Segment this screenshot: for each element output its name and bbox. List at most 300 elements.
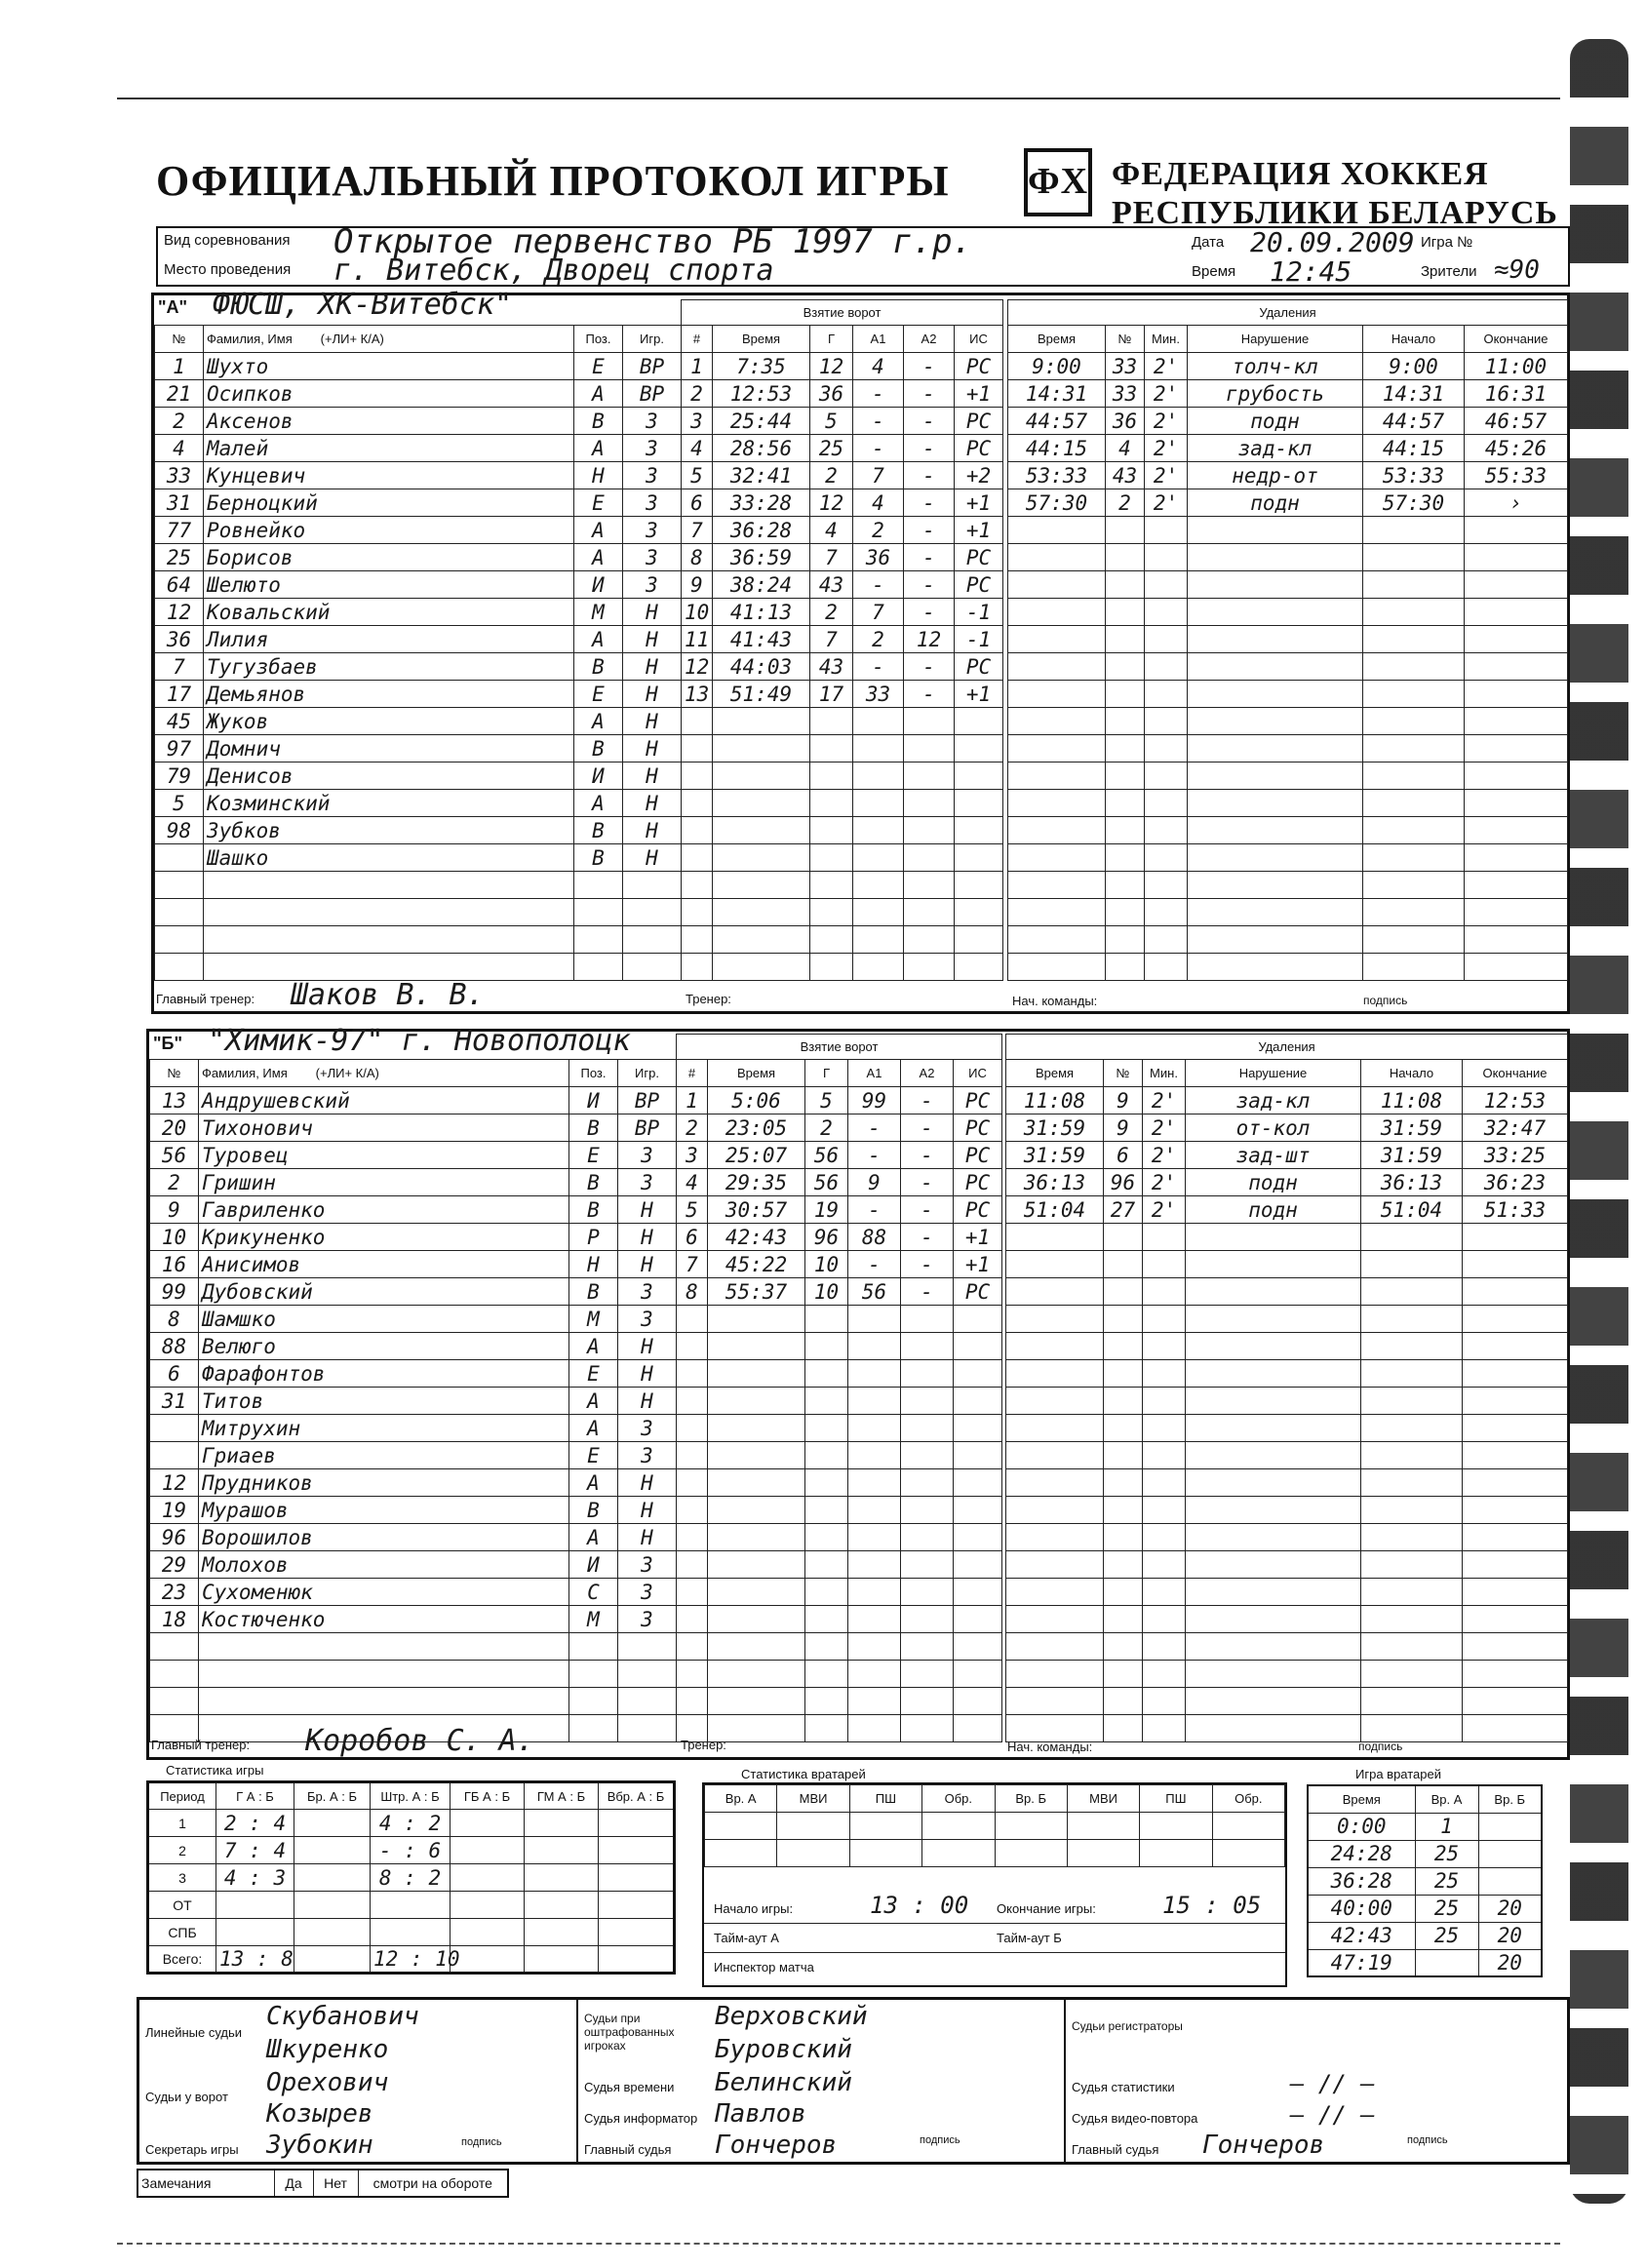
goalie-game-cell[interactable] xyxy=(1478,1813,1542,1840)
goal-num[interactable]: 1 xyxy=(682,353,713,380)
game-stat-cell[interactable] xyxy=(599,1946,675,1974)
goal-assist1[interactable]: 7 xyxy=(853,462,904,489)
player-number[interactable] xyxy=(155,926,204,954)
goal-num[interactable] xyxy=(682,844,713,872)
penalty-violation[interactable] xyxy=(1188,790,1363,817)
goal-assist2[interactable]: - xyxy=(904,653,955,681)
penalty-end[interactable] xyxy=(1465,763,1568,790)
goal-situation[interactable] xyxy=(954,1306,1002,1333)
goal-time[interactable] xyxy=(713,872,810,899)
penalty-minutes[interactable] xyxy=(1145,899,1188,926)
goal-situation[interactable] xyxy=(954,1633,1002,1661)
goal-assist2[interactable] xyxy=(901,1360,954,1388)
chief2-judge-value[interactable]: Гончеров xyxy=(1202,2131,1325,2160)
goal-time[interactable] xyxy=(713,708,810,735)
goal-situation[interactable]: +1 xyxy=(955,681,1003,708)
player-position[interactable]: И xyxy=(574,763,623,790)
goal-scorer[interactable] xyxy=(805,1497,848,1524)
goal-num[interactable] xyxy=(682,708,713,735)
goal-time[interactable] xyxy=(713,954,810,981)
goal-scorer[interactable]: 10 xyxy=(805,1251,848,1278)
penalty-start[interactable]: 9:00 xyxy=(1363,353,1465,380)
penalty-end[interactable] xyxy=(1465,790,1568,817)
goal-num[interactable] xyxy=(677,1333,708,1360)
goal-scorer[interactable]: 56 xyxy=(805,1169,848,1196)
goal-situation[interactable] xyxy=(954,1442,1002,1469)
player-name[interactable]: Борисов xyxy=(204,544,574,571)
player-position[interactable]: А xyxy=(574,708,623,735)
player-played[interactable]: ВР xyxy=(623,380,682,408)
penalty-player[interactable] xyxy=(1106,872,1145,899)
penalty-violation[interactable] xyxy=(1186,1606,1361,1633)
player-name[interactable]: Ворошилов xyxy=(199,1524,569,1551)
time-value[interactable]: 12:45 xyxy=(1270,255,1352,288)
goal-scorer[interactable]: 56 xyxy=(805,1142,848,1169)
goal-assist1[interactable]: 9 xyxy=(848,1169,901,1196)
game-start-value[interactable]: 13 : 00 xyxy=(870,1892,969,1919)
goal-assist1[interactable] xyxy=(848,1524,901,1551)
penalty-minutes[interactable] xyxy=(1143,1551,1186,1579)
goal-assist2[interactable]: - xyxy=(904,599,955,626)
goal-assist1[interactable]: - xyxy=(848,1142,901,1169)
penalty-violation[interactable] xyxy=(1188,517,1363,544)
player-played[interactable]: 3 xyxy=(618,1278,677,1306)
player-name[interactable]: Крикуненко xyxy=(199,1224,569,1251)
game-stat-cell[interactable]: 13 : 8 xyxy=(216,1946,294,1974)
player-played[interactable]: Н xyxy=(618,1333,677,1360)
goal-situation[interactable] xyxy=(954,1497,1002,1524)
penalty-end[interactable] xyxy=(1463,1278,1568,1306)
penalty-minutes[interactable] xyxy=(1143,1606,1186,1633)
penalty-minutes[interactable]: 2' xyxy=(1143,1114,1186,1142)
penalty-violation[interactable] xyxy=(1188,926,1363,954)
goal-num[interactable] xyxy=(682,790,713,817)
player-position[interactable]: В xyxy=(569,1278,618,1306)
goal-situation[interactable] xyxy=(955,899,1003,926)
goal-time[interactable] xyxy=(713,790,810,817)
goalie-game-cell[interactable]: 36:28 xyxy=(1308,1867,1415,1895)
penalty-minutes[interactable] xyxy=(1143,1333,1186,1360)
penalty-time[interactable]: 57:30 xyxy=(1008,489,1106,517)
penalty-end[interactable]: 32:47 xyxy=(1463,1114,1568,1142)
player-played[interactable] xyxy=(623,899,682,926)
player-number[interactable]: 2 xyxy=(155,408,204,435)
player-number[interactable]: 79 xyxy=(155,763,204,790)
goal-time[interactable]: 12:53 xyxy=(713,380,810,408)
player-position[interactable]: А xyxy=(574,790,623,817)
goal-assist2[interactable]: - xyxy=(904,544,955,571)
goal-assist2[interactable] xyxy=(904,817,955,844)
penalty-minutes[interactable]: 2' xyxy=(1143,1087,1186,1114)
penalty-player[interactable] xyxy=(1106,681,1145,708)
penalty-end[interactable] xyxy=(1465,844,1568,872)
penalty-violation[interactable]: подн xyxy=(1186,1169,1361,1196)
goal-assist2[interactable]: - xyxy=(901,1278,954,1306)
game-stat-cell[interactable] xyxy=(371,1892,451,1919)
penalty-player[interactable] xyxy=(1106,817,1145,844)
penalty-violation[interactable]: грубость xyxy=(1188,380,1363,408)
player-played[interactable] xyxy=(618,1688,677,1715)
goal-assist1[interactable] xyxy=(848,1442,901,1469)
penalty-minutes[interactable] xyxy=(1145,571,1188,599)
goal-assist1[interactable]: - xyxy=(853,380,904,408)
goal-assist2[interactable] xyxy=(904,872,955,899)
goal-num[interactable]: 3 xyxy=(682,408,713,435)
goal-assist1[interactable]: 88 xyxy=(848,1224,901,1251)
player-number[interactable] xyxy=(150,1661,199,1688)
penalty-end[interactable] xyxy=(1463,1360,1568,1388)
player-played[interactable]: 3 xyxy=(618,1606,677,1633)
info-judge-value[interactable]: Павлов xyxy=(715,2099,806,2129)
goal-scorer[interactable] xyxy=(805,1415,848,1442)
game-stat-cell[interactable] xyxy=(216,1892,294,1919)
player-played[interactable]: Н xyxy=(623,626,682,653)
goal-assist2[interactable] xyxy=(901,1688,954,1715)
penalty-end[interactable] xyxy=(1463,1469,1568,1497)
game-stat-cell[interactable] xyxy=(451,1892,525,1919)
penalty-player[interactable] xyxy=(1104,1715,1143,1742)
player-position[interactable]: В xyxy=(569,1497,618,1524)
goal-num[interactable] xyxy=(677,1469,708,1497)
player-played[interactable]: 3 xyxy=(618,1551,677,1579)
goal-scorer[interactable] xyxy=(805,1442,848,1469)
goalie-game-cell[interactable]: 25 xyxy=(1415,1895,1478,1922)
penalty-time[interactable] xyxy=(1006,1551,1104,1579)
player-name[interactable]: Тихонович xyxy=(199,1114,569,1142)
player-played[interactable]: Н xyxy=(618,1469,677,1497)
player-position[interactable] xyxy=(574,872,623,899)
player-name[interactable]: Лилия xyxy=(204,626,574,653)
player-number[interactable]: 77 xyxy=(155,517,204,544)
goal-num[interactable] xyxy=(682,954,713,981)
goal-situation[interactable] xyxy=(954,1579,1002,1606)
player-name[interactable]: Шухто xyxy=(204,353,574,380)
penalty-player[interactable] xyxy=(1104,1333,1143,1360)
penalty-end[interactable] xyxy=(1463,1661,1568,1688)
game-stat-cell[interactable] xyxy=(525,1864,599,1892)
goal-assist1[interactable] xyxy=(848,1360,901,1388)
goalie-game-cell[interactable]: 20 xyxy=(1478,1922,1542,1949)
penalty-start[interactable] xyxy=(1361,1333,1463,1360)
penalty-player[interactable]: 43 xyxy=(1106,462,1145,489)
penalty-minutes[interactable] xyxy=(1143,1251,1186,1278)
goal-situation[interactable]: РС xyxy=(955,353,1003,380)
goal-assist2[interactable] xyxy=(901,1715,954,1742)
goalie-game-cell[interactable] xyxy=(1478,1840,1542,1867)
player-number[interactable]: 10 xyxy=(150,1224,199,1251)
penalty-violation[interactable] xyxy=(1186,1551,1361,1579)
penalty-start[interactable] xyxy=(1361,1360,1463,1388)
goal-assist1[interactable]: 99 xyxy=(848,1087,901,1114)
goal-situation[interactable]: +1 xyxy=(955,380,1003,408)
penalty-player[interactable] xyxy=(1106,735,1145,763)
goal-situation[interactable]: -1 xyxy=(955,626,1003,653)
player-played[interactable]: 3 xyxy=(623,435,682,462)
game-stat-cell[interactable]: 2 : 4 xyxy=(216,1810,294,1837)
penalty-violation[interactable] xyxy=(1186,1415,1361,1442)
penalty-start[interactable] xyxy=(1363,599,1465,626)
player-position[interactable]: В xyxy=(574,844,623,872)
penalty-end[interactable] xyxy=(1465,544,1568,571)
goal-situation[interactable]: РС xyxy=(955,408,1003,435)
penalty-time[interactable] xyxy=(1006,1524,1104,1551)
goal-assist2[interactable] xyxy=(901,1497,954,1524)
penalty-violation[interactable]: зад-кл xyxy=(1188,435,1363,462)
goal-num[interactable] xyxy=(677,1442,708,1469)
goal-scorer[interactable]: 25 xyxy=(810,435,853,462)
goal-num[interactable]: 3 xyxy=(677,1142,708,1169)
penalty-violation[interactable] xyxy=(1186,1524,1361,1551)
player-number[interactable]: 98 xyxy=(155,817,204,844)
goal-num[interactable] xyxy=(682,872,713,899)
player-position[interactable]: А xyxy=(569,1415,618,1442)
game-stat-cell[interactable] xyxy=(294,1810,371,1837)
goal-scorer[interactable] xyxy=(810,735,853,763)
penalty-player[interactable] xyxy=(1106,653,1145,681)
penalty-player[interactable] xyxy=(1104,1442,1143,1469)
goal-scorer[interactable]: 17 xyxy=(810,681,853,708)
penalty-player[interactable] xyxy=(1106,626,1145,653)
penalty-minutes[interactable] xyxy=(1145,517,1188,544)
penalty-violation[interactable]: подн xyxy=(1188,489,1363,517)
goal-situation[interactable] xyxy=(954,1606,1002,1633)
player-played[interactable]: Н xyxy=(623,735,682,763)
player-number[interactable] xyxy=(155,899,204,926)
player-number[interactable] xyxy=(150,1688,199,1715)
player-number[interactable]: 23 xyxy=(150,1579,199,1606)
penalty-end[interactable] xyxy=(1463,1415,1568,1442)
player-position[interactable]: И xyxy=(569,1087,618,1114)
goal-assist1[interactable] xyxy=(848,1497,901,1524)
goal-num[interactable] xyxy=(682,817,713,844)
goal-assist2[interactable]: - xyxy=(901,1196,954,1224)
player-number[interactable]: 5 xyxy=(155,790,204,817)
goal-num[interactable]: 4 xyxy=(682,435,713,462)
goal-situation[interactable] xyxy=(954,1388,1002,1415)
penalty-time[interactable] xyxy=(1006,1633,1104,1661)
goal-assist1[interactable] xyxy=(853,817,904,844)
goal-assist2[interactable] xyxy=(901,1333,954,1360)
goal-situation[interactable]: +1 xyxy=(954,1251,1002,1278)
penalty-time[interactable] xyxy=(1006,1715,1104,1742)
player-number[interactable]: 7 xyxy=(155,653,204,681)
goal-assist2[interactable] xyxy=(904,954,955,981)
goal-assist2[interactable]: - xyxy=(904,681,955,708)
goal-scorer[interactable] xyxy=(805,1360,848,1388)
goal-situation[interactable]: РС xyxy=(954,1142,1002,1169)
penalty-end[interactable]: › xyxy=(1465,489,1568,517)
penalty-player[interactable] xyxy=(1106,899,1145,926)
penalty-player[interactable]: 9 xyxy=(1104,1087,1143,1114)
player-position[interactable] xyxy=(569,1661,618,1688)
player-name[interactable] xyxy=(204,872,574,899)
player-position[interactable]: И xyxy=(574,571,623,599)
penalty-minutes[interactable] xyxy=(1145,653,1188,681)
remarks-see-back[interactable]: смотри на обороте xyxy=(358,2170,508,2197)
goal-assist2[interactable]: - xyxy=(904,435,955,462)
goal-situation[interactable]: +1 xyxy=(954,1224,1002,1251)
goal-situation[interactable] xyxy=(954,1333,1002,1360)
penalty-minutes[interactable]: 2' xyxy=(1145,489,1188,517)
goal-situation[interactable] xyxy=(955,844,1003,872)
player-position[interactable]: Е xyxy=(569,1142,618,1169)
penalty-end[interactable] xyxy=(1465,517,1568,544)
penalty-violation[interactable] xyxy=(1188,653,1363,681)
goal-assist1[interactable] xyxy=(848,1688,901,1715)
player-number[interactable]: 33 xyxy=(155,462,204,489)
player-played[interactable] xyxy=(623,926,682,954)
goal-num[interactable]: 6 xyxy=(677,1224,708,1251)
player-played[interactable]: Н xyxy=(623,844,682,872)
penalty-player[interactable] xyxy=(1104,1415,1143,1442)
goal-time[interactable]: 45:22 xyxy=(708,1251,805,1278)
player-name[interactable]: Титов xyxy=(199,1388,569,1415)
player-name[interactable]: Митрухин xyxy=(199,1415,569,1442)
goal-scorer[interactable]: 36 xyxy=(810,380,853,408)
penalty-minutes[interactable] xyxy=(1145,844,1188,872)
penalty-time[interactable]: 31:59 xyxy=(1006,1142,1104,1169)
goalie-game-cell[interactable]: 0:00 xyxy=(1308,1813,1415,1840)
penalty-player[interactable] xyxy=(1106,571,1145,599)
goal-time[interactable]: 32:41 xyxy=(713,462,810,489)
goal-time[interactable] xyxy=(708,1442,805,1469)
goal-assist2[interactable]: - xyxy=(904,380,955,408)
penalty-violation[interactable] xyxy=(1186,1306,1361,1333)
player-name[interactable]: Демьянов xyxy=(204,681,574,708)
penalty-end[interactable]: 12:53 xyxy=(1463,1087,1568,1114)
penalty-violation[interactable] xyxy=(1186,1715,1361,1742)
player-number[interactable] xyxy=(150,1442,199,1469)
penalty-start[interactable] xyxy=(1361,1633,1463,1661)
player-position[interactable] xyxy=(569,1688,618,1715)
player-played[interactable]: 3 xyxy=(618,1579,677,1606)
goal-situation[interactable] xyxy=(954,1524,1002,1551)
goal-assist2[interactable]: 12 xyxy=(904,626,955,653)
goal-num[interactable] xyxy=(682,735,713,763)
player-name[interactable] xyxy=(204,926,574,954)
competition-value[interactable]: Открытое первенство РБ 1997 г.р. xyxy=(333,222,973,261)
goal-assist2[interactable]: - xyxy=(901,1251,954,1278)
penalty-time[interactable]: 36:13 xyxy=(1006,1169,1104,1196)
player-played[interactable]: 3 xyxy=(623,462,682,489)
goal-scorer[interactable] xyxy=(810,926,853,954)
goal-assist2[interactable]: - xyxy=(904,489,955,517)
player-name[interactable]: Тугузбаев xyxy=(204,653,574,681)
penalty-time[interactable]: 11:08 xyxy=(1006,1087,1104,1114)
team-a-name[interactable]: ФЮСШ, ХК-Витебск" xyxy=(213,288,513,322)
game-stat-cell[interactable] xyxy=(525,1946,599,1974)
player-name[interactable]: Денисов xyxy=(204,763,574,790)
remarks-yes[interactable]: Да xyxy=(274,2170,313,2197)
goal-assist1[interactable] xyxy=(853,872,904,899)
goal-scorer[interactable] xyxy=(810,790,853,817)
penalty-violation[interactable] xyxy=(1186,1469,1361,1497)
goal-time[interactable]: 44:03 xyxy=(713,653,810,681)
penalty-player[interactable]: 33 xyxy=(1106,353,1145,380)
penalty-start[interactable] xyxy=(1361,1415,1463,1442)
goal-situation[interactable] xyxy=(955,954,1003,981)
goal-scorer[interactable] xyxy=(810,844,853,872)
goal-assist1[interactable] xyxy=(853,708,904,735)
penalty-minutes[interactable] xyxy=(1143,1497,1186,1524)
team-a-head-coach-value[interactable]: Шаков В. В. xyxy=(291,978,485,1012)
penalty-minutes[interactable] xyxy=(1145,544,1188,571)
goal-situation[interactable]: РС xyxy=(955,653,1003,681)
penalty-minutes[interactable] xyxy=(1145,708,1188,735)
player-number[interactable]: 97 xyxy=(155,735,204,763)
penalty-player[interactable] xyxy=(1104,1388,1143,1415)
penalty-end[interactable] xyxy=(1463,1442,1568,1469)
goal-num[interactable] xyxy=(677,1306,708,1333)
penalty-start[interactable]: 53:33 xyxy=(1363,462,1465,489)
goal-time[interactable]: 23:05 xyxy=(708,1114,805,1142)
goal-assist2[interactable] xyxy=(904,708,955,735)
goal-assist2[interactable] xyxy=(901,1524,954,1551)
player-number[interactable]: 31 xyxy=(155,489,204,517)
player-number[interactable]: 96 xyxy=(150,1524,199,1551)
player-name[interactable]: Туровец xyxy=(199,1142,569,1169)
player-name[interactable]: Шамшко xyxy=(199,1306,569,1333)
goal-situation[interactable] xyxy=(955,735,1003,763)
penalty-start[interactable] xyxy=(1363,735,1465,763)
player-number[interactable] xyxy=(155,844,204,872)
penalty-violation[interactable] xyxy=(1186,1388,1361,1415)
game-stat-cell[interactable]: 4 : 3 xyxy=(216,1864,294,1892)
game-stat-cell[interactable] xyxy=(599,1864,675,1892)
penalty-minutes[interactable]: 2' xyxy=(1145,380,1188,408)
goal-scorer[interactable] xyxy=(810,872,853,899)
goal-scorer[interactable]: 5 xyxy=(805,1087,848,1114)
goal-assist2[interactable]: - xyxy=(901,1087,954,1114)
goal-assist1[interactable]: - xyxy=(853,571,904,599)
player-name[interactable]: Жуков xyxy=(204,708,574,735)
penalty-end[interactable] xyxy=(1463,1633,1568,1661)
penalty-player[interactable]: 9 xyxy=(1104,1114,1143,1142)
penalty-violation[interactable]: толч-кл xyxy=(1188,353,1363,380)
game-stat-cell[interactable] xyxy=(525,1810,599,1837)
player-played[interactable]: Н xyxy=(618,1251,677,1278)
player-played[interactable]: 3 xyxy=(623,544,682,571)
goal-assist1[interactable] xyxy=(848,1388,901,1415)
goal-num[interactable] xyxy=(677,1388,708,1415)
goal-num[interactable] xyxy=(677,1415,708,1442)
player-position[interactable]: А xyxy=(574,626,623,653)
game-stat-cell[interactable] xyxy=(216,1919,294,1946)
penalty-minutes[interactable] xyxy=(1143,1278,1186,1306)
penalty-start[interactable] xyxy=(1363,926,1465,954)
penalty-violation[interactable] xyxy=(1188,763,1363,790)
venue-value[interactable]: г. Витебск, Дворец спорта xyxy=(333,254,774,288)
penalty-start[interactable] xyxy=(1363,763,1465,790)
goal-scorer[interactable] xyxy=(805,1715,848,1742)
goal-scorer[interactable]: 96 xyxy=(805,1224,848,1251)
penalty-start[interactable] xyxy=(1361,1661,1463,1688)
player-name[interactable]: Гриаев xyxy=(199,1442,569,1469)
player-name[interactable]: Шелюто xyxy=(204,571,574,599)
penalty-start[interactable] xyxy=(1363,872,1465,899)
penalty-end[interactable] xyxy=(1463,1224,1568,1251)
penalty-minutes[interactable]: 2' xyxy=(1145,353,1188,380)
penalty-time[interactable] xyxy=(1008,954,1106,981)
goal-situation[interactable]: -1 xyxy=(955,599,1003,626)
penalty-end[interactable] xyxy=(1465,681,1568,708)
penalty-time[interactable] xyxy=(1008,681,1106,708)
goal-assist1[interactable] xyxy=(848,1306,901,1333)
goalie-game-cell[interactable] xyxy=(1415,1949,1478,1976)
penalty-player[interactable] xyxy=(1106,954,1145,981)
goal-assist2[interactable] xyxy=(904,844,955,872)
game-stat-cell[interactable] xyxy=(294,1919,371,1946)
